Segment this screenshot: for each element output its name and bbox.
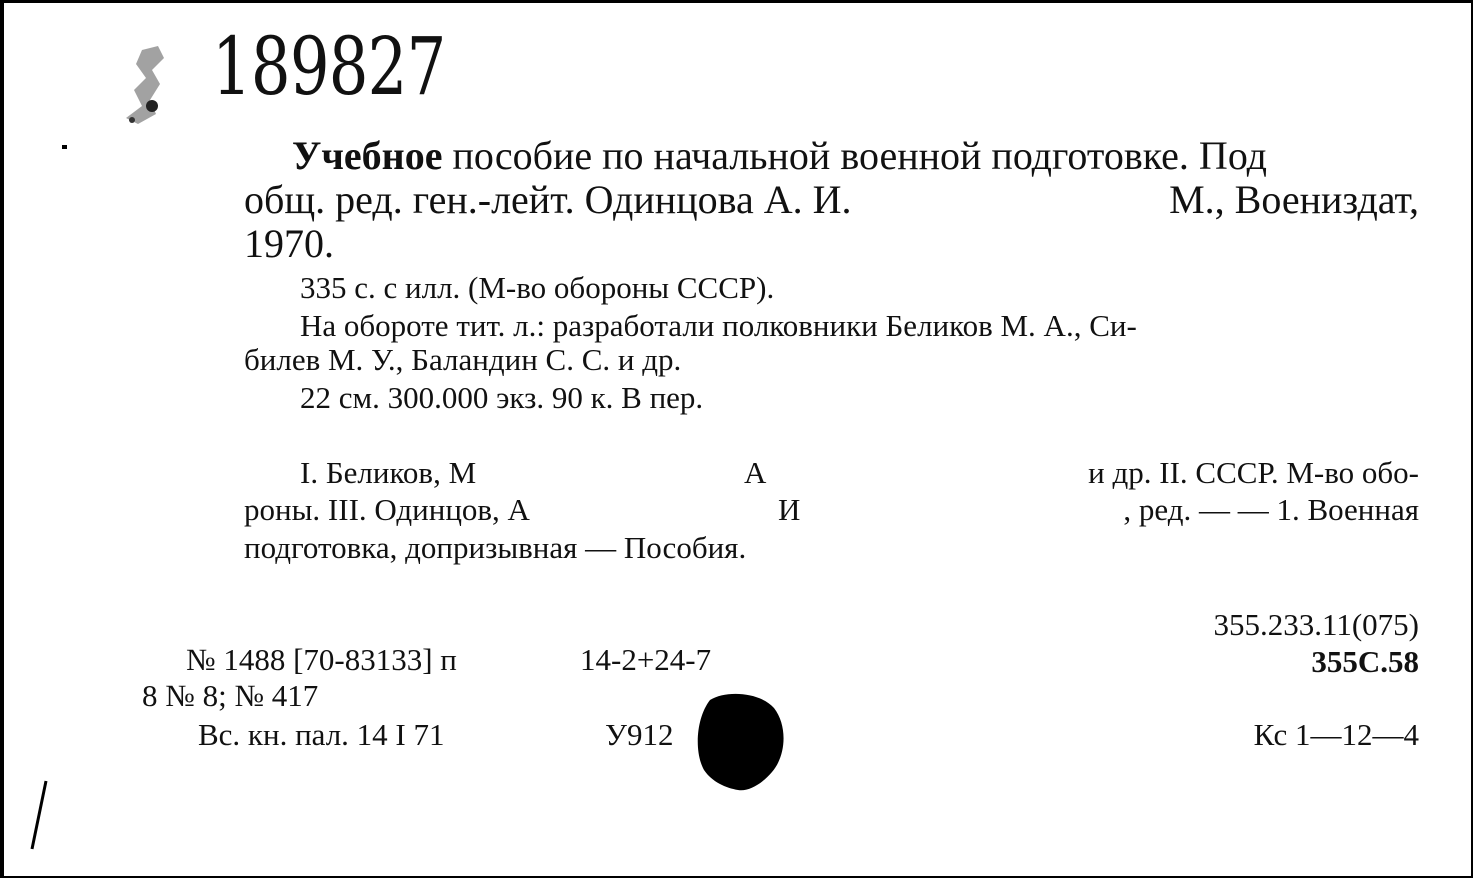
verso-line-2: билев М. У., Баландин С. С. и др.	[244, 342, 682, 377]
tracing-1b: А	[744, 455, 767, 490]
kc-index: Кс 1—12—4	[1253, 717, 1419, 752]
tracing-1a: I. Беликов, М	[300, 455, 477, 490]
verso-line-1: На обороте тит. л.: разработали полковники Беликов М. А., Си-	[300, 308, 1137, 343]
footer-line-3a: Вс. кн. пал. 14 I 71	[198, 717, 445, 752]
title-line-1-rest: пособие по начальной военной подготовке. Под	[452, 133, 1268, 178]
title-line-2-right: М., Воениздат,	[1169, 177, 1419, 222]
tracing-2c: , ред. — — 1. Военная	[1123, 492, 1419, 527]
card-number: 189827	[212, 20, 446, 113]
tracing-1c: и др. II. СССР. М-во обо-	[1088, 455, 1419, 490]
size-run-price: 22 см. 300.000 экз. 90 к. В пер.	[300, 380, 704, 415]
title-line-1	[292, 133, 1267, 179]
footer-line-2: 8 № 8; № 417	[142, 678, 319, 713]
title-bold-word: Учебное	[292, 133, 443, 178]
speck	[62, 145, 67, 149]
footer-line-3b: У912	[605, 717, 674, 752]
title-line-2-left: общ. ред. ген.-лейт. Одинцова А. И.	[244, 177, 852, 222]
title-line-3: 1970.	[244, 221, 334, 266]
footer-line-1a: № 1488 [70-83133] п	[186, 642, 457, 677]
tracing-2a: роны. III. Одинцов, А	[244, 492, 530, 527]
pen-mark	[24, 775, 54, 855]
footer-line-1b: 14-2+24-7	[580, 642, 712, 677]
tracing-2b: И	[778, 492, 801, 527]
stamp-smudge	[112, 40, 192, 130]
pages-line: 335 с. с илл. (М-во обороны СССР).	[300, 270, 775, 305]
udc-index: 355.233.11(075)	[1213, 607, 1419, 642]
bbk-index: 355С.58	[1311, 644, 1419, 679]
punch-hole	[690, 686, 790, 796]
tracing-3: подготовка, допризывная — Пособия.	[244, 530, 747, 565]
